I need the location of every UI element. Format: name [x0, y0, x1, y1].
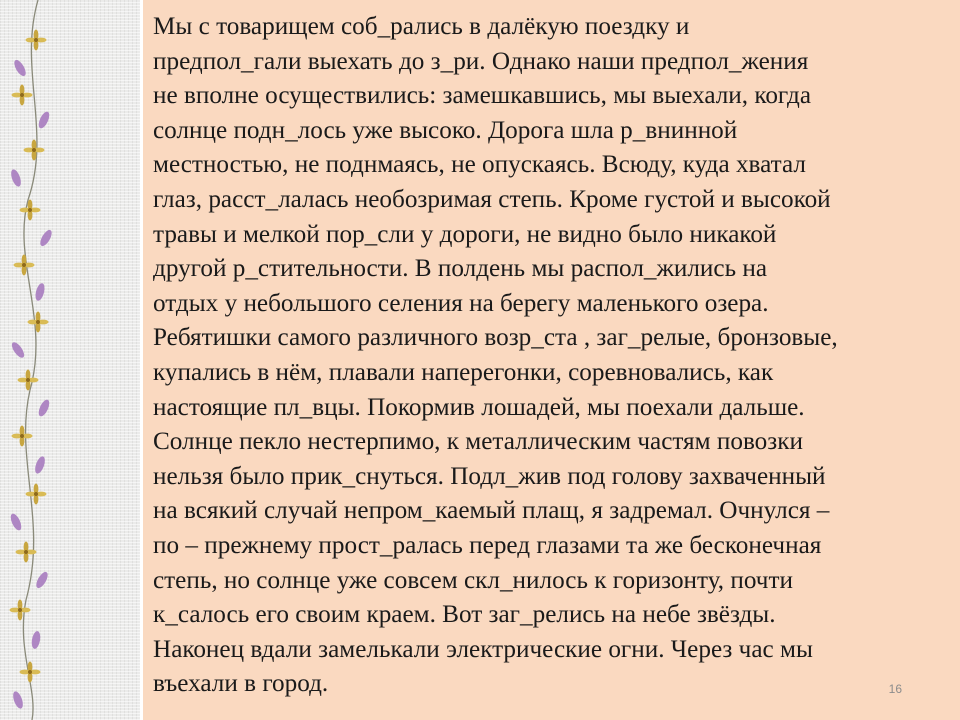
- text-line: Наконец вдали замелькали электрические огни. Через час мы: [153, 635, 813, 663]
- text-line: нельзя было прик_снуться. Подл_жив под голову захваченный: [153, 462, 826, 490]
- text-line: другой р_стительности. В полдень мы распол_жились на: [153, 255, 768, 283]
- text-line: по – прежнему прост_ралась перед глазами та же бесконечная: [153, 531, 822, 559]
- text-line: Солнце пекло нестерпимо, к металлическим частям повозки: [153, 428, 803, 456]
- text-line: отдых у небольшого селения на берегу маленького озера.: [153, 289, 769, 317]
- text-line: въехали в город.: [153, 670, 329, 698]
- text-line: степь, но солнце уже совсем скл_нилось к горизонту, почти: [153, 566, 793, 594]
- text-line: травы и мелкой пор_сли у дороги, не видно было никакой: [153, 220, 777, 248]
- text-line: предпол_гали выехать до з_ри. Однако наши предпол_жения: [153, 47, 809, 75]
- text-line: купались в нём, плавали наперегонки, соревновались, как: [153, 358, 774, 386]
- decorative-strip: [0, 0, 140, 720]
- text-line: местностью, не поднмаясь, не опускаясь. Всюду, куда хватал: [153, 151, 806, 179]
- text-line: к_салось его своим краем. Вот заг_релись на небе звёзды.: [153, 601, 776, 629]
- floral-vine-ornament: [0, 0, 70, 720]
- slide-number: 16: [888, 682, 902, 696]
- text-line: глаз, расст_лалась необозримая степь. Кроме густой и высокой: [153, 185, 831, 213]
- text-line: не вполне осуществились: замешкавшись, мы выехали, когда: [153, 82, 811, 110]
- text-line: солнце подн_лось уже высоко. Дорога шла р_внинной: [153, 116, 738, 144]
- text-line: настоящие пл_вцы. Покормив лошадей, мы поехали дальше.: [153, 393, 805, 421]
- slide-body-text: [153, 10, 953, 702]
- text-line: Ребятишки самого различного возр_ста , заг_релые, бронзовые,: [153, 324, 838, 352]
- text-line: на всякий случай непром_каемый плащ, я задремал. Очнулся –: [153, 497, 830, 525]
- text-line: Мы с товарищем соб_рались в далёкую поездку и: [153, 13, 690, 40]
